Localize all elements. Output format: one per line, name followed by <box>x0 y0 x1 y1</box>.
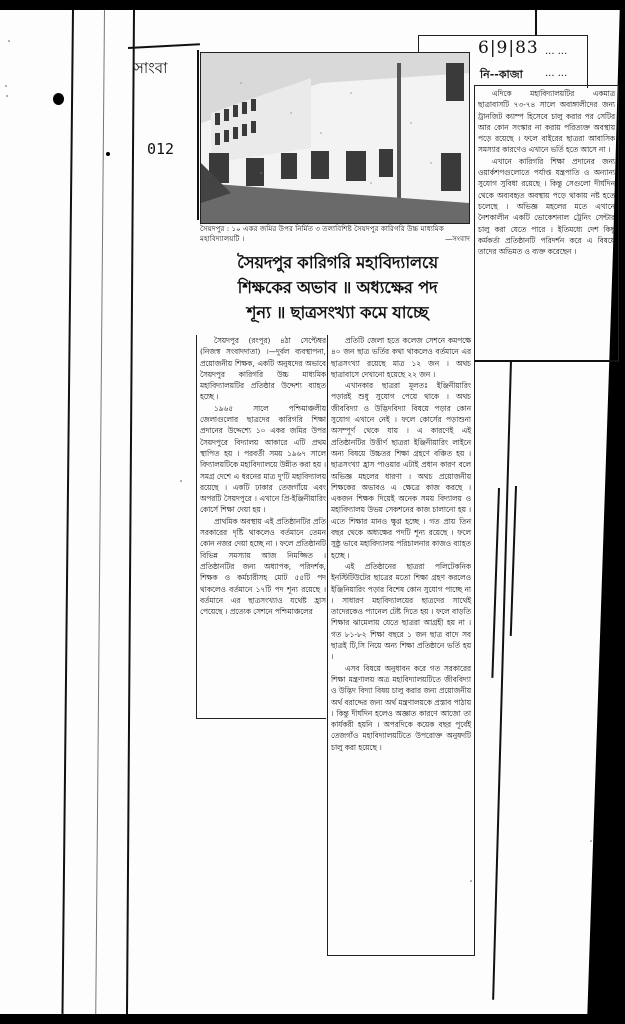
handwritten-source: নি--কাজা <box>480 68 523 81</box>
scan-speck <box>6 95 8 97</box>
photo-caption <box>200 224 470 244</box>
headline-line-3: শূন্য ॥ ছাত্রসংখ্যা কমে যাচ্ছে <box>246 303 429 322</box>
paragraph: এই প্রতিষ্ঠানের ছাত্ররা পলিটেকনিক ইনস্টিটিউটের ছাত্রের মতো শিক্ষা গ্রহণ করলেও ইঞ্জিনিয়ারিং পড়ার বিশেষ কোন সুযোগ পাচ্ছে না । সাধারণ মহাবিদ্যালয়ের ছাত্রদের সাথেই তাদেরকেও প্যানেল টেষ্ট দিতে হয় । ফলে বাড়তি শিক্ষার ঝামেলায় যেতে ছাত্ররা আগ্রহী হয় না । গত ৮১-৮২ শিক্ষা বছরে ১ জন ছাত্র বাদে সব ছাত্রই টি,সি নিয়ে অন্য শিক্ষা প্রতিষ্ঠানে ভর্তি হয় । <box>331 561 471 662</box>
margin-rule-5 <box>491 488 500 678</box>
margin-box-rule <box>197 50 199 220</box>
paragraph: এখানকার ছাত্ররা মূলতঃ ইঞ্জিনীয়ারিং পড়ারই শুধু সুযোগ পেয়ে থাকে । অথচ জীববিদ্যা ও উদ্ভিদবিদ্যা বিষয়ে পড়ার কোন সুযোগ এখানে নেই । ফলে কোর্সের পড়াশুনা অসম্পূর্ণ থেকে যায় । এ কারণেই এই প্রতিষ্ঠানটির উত্তীর্ণ ছাত্ররা ইঞ্জিনীয়ারিং লাইনে অন্য বিষয়ে উচ্চতর শিক্ষা গ্রহণে বঞ্চিত হয় । ছাত্রসংখ্যা হ্রাস পাওয়ার এটাই প্রধান কারণ বলে অভিজ্ঞ মহলের ধারণা । অথচ প্রয়োজনীয় শিক্ষকের অভাবও এ ক্ষেত্রে কাজ করছে । একজন শিক্ষক দিয়েই অনেক সময় বিদ্যালয় ও মহাবিদ্যালয় উভয় সেকশনের কাজ চালানো হয় । এতে শিক্ষার মানও ক্ষুণ্ণ হচ্ছে । গত প্রায় তিন বছর থেকে অধ্যক্ষের পদটি শূন্য রয়েছে । ফলে সুষ্ঠু ভাবে মহাবিদ্যালয় পরিচালনার কাজও ব্যাহত হচ্ছে । <box>331 381 471 560</box>
scan-speck <box>590 840 592 842</box>
margin-rule-2 <box>95 10 105 1014</box>
paragraph: এখানে কারিগরি শিক্ষা প্রদানের জন্য ওয়ার্কশপগুলোতে পর্যাপ্ত যন্ত্রপাতি ও অন্যান্য সুযোগ সুবিধা রয়েছে । কিন্তু সেগুলো দীর্ঘদিন থেকে অব্যবহৃত অবস্থায় পড়ে থাকায় নষ্ট হতে চলেছে । অভিজ্ঞ মহলের মতে এখানে নৈশকালীন একটি ভোকেশনাল ট্রেনিং সেন্টার চালু করা যেতে পারে । ইতিমধ্যে দেশ কিছু কর্মকর্তা প্রতিষ্ঠানটি পরিদর্শন করে এ বিষয়ে তাদের অভিমত ও ব্যক্ত করেছেন । <box>478 156 615 257</box>
handwritten-date: 6|9|83 <box>478 38 539 58</box>
source-field-dots: ... ... <box>545 68 568 79</box>
paragraph: এদিকে মহাবিদ্যালয়টির একমাত্র ছাত্রাবাসটি ৭৩-৭৪ সালে অবাঙ্গালীদের জন্য ট্রানজিট ক্যাম্প হিসেবে চালু করার পর সেটির আর কোন সংস্কার না করায় পরিত্যক্ত অবস্থায় পড়ে রয়েছে । ফলে বাইরের ছাত্ররা আবাসিক সমস্যার কারণেও এখানে ভর্তি হতে আসে না । <box>478 89 615 155</box>
scan-bottom-edge <box>0 1014 625 1024</box>
article-column-2 <box>327 335 475 956</box>
page-number: 012 <box>147 140 175 158</box>
headline-line-2: শিক্ষকের অভাব ॥ অধ্যক্ষের পদ <box>237 278 438 297</box>
scan-speck <box>180 480 182 482</box>
scan-speck <box>470 880 472 882</box>
caption-text: সৈয়দপুর : ১০ একর জমির উপর নির্মিত ৩ তলাবিশিষ্ট সৈয়দপুর কারিগরি উচ্চ মাধ্যমিক মহাবিদ্যালয়টি । <box>200 224 444 243</box>
margin-rule-7 <box>535 10 537 35</box>
scan-speck <box>8 40 10 42</box>
paragraph: এসব বিষয়ে অনুধাবন করে গত সরকারের শিক্ষা মন্ত্রণালয় অত্র মহাবিদ্যালয়টিতে জীববিদ্যা ও উদ্ভিদ বিদ্যা বিষয় চালু করার জন্য প্রয়োজনীয় অর্থ বরাদ্দের জন্য অর্থ মন্ত্রণালয়কে প্রস্তাব পাঠায় । কিন্তু দীর্ঘদিন হলেও অজ্ঞাত কারণে আজো তা কার্যকরী হয়নি । অপরদিকে কয়েক বছর পূর্বেই তেজগাঁও মহাবিদ্যালয়টিতে উপরোক্ত অনুষদটি চালু করা হয়েছে । <box>331 663 471 752</box>
paragraph: প্রতিটি জেলা হতে কলেজ সেশনে কমপক্ষে ৪০ জন ছাত্র ভর্তির কথা থাকলেও বর্তমানে এর ছাত্রসংখ্যা রয়েছে মাত্র ১২ জন । অথচ ছাত্রাবাসে দেখানো হয়েছে ২২ জন । <box>331 336 471 379</box>
article-headline <box>205 250 470 325</box>
date-field-dots: ... ... <box>545 46 568 57</box>
paragraph: প্রাথমিক অবস্থায় এই প্রতিষ্ঠানটির প্রতি সরকারের দৃষ্টি থাকলেও বর্তমানে তেমন কোন নজর দেয়া হচ্ছে না । ফলে প্রতিষ্ঠানটি বিভিন্ন সমস্যায় আজ নিমজ্জিত । প্রতিষ্ঠানটির জন্য অধ্যাপক, পরিদর্শক, শিক্ষক ও কর্মচারীসহ মোট ৫৫টি পদ থাকলেও বর্তমানে ১৭টি পদ শূন্য রয়েছে । বর্তমানে এর ছাত্রসংখ্যাও যথেষ্ট হ্রাস পেয়েছে । প্রত্যেক সেশনে পশ্চিমাঞ্চলের <box>200 516 326 617</box>
scan-top-edge <box>0 0 625 10</box>
margin-rule-1 <box>61 10 74 1014</box>
college-building-image <box>201 53 469 223</box>
scan-speck <box>5 85 7 87</box>
header-rule <box>128 43 200 48</box>
punch-hole-mark <box>53 93 64 105</box>
article-column-1 <box>196 335 326 719</box>
margin-rule-3 <box>126 10 135 1014</box>
margin-rule-6 <box>510 486 517 636</box>
paragraph: সৈয়দপুর (রংপুর) ৪ঠা সেপ্টেম্বর (নিজস্ব সংবাদদাতা) ।—দুর্বল ব্যবস্থাপনা, প্রয়োজনীয় শিক্ষক, একটি অনুষদের অভাবে সৈয়দপুর কারিগরি উচ্চ মাধ্যমিক মহাবিদ্যালয়টির প্রতিষ্ঠার উদ্দেশ্য ব্যাহত হচ্ছে । <box>200 336 326 402</box>
paragraph: ১৯৬৫ সালে পশ্চিমাঞ্চলীয় জেলাগুলোর ছাত্রদের কারিগরি শিক্ষা প্রদানের উদ্দেশ্যে ১০ একর জমির উপর সৈয়দপুরে বিদ্যালয় আকারে এটি প্রথম স্থাপিত হয় । পরবর্তী সময় ১৯৬৭ সালে বিদ্যালয়টিকে মহাবিদ্যালয়ে উন্নীত করা হয় । সমগ্র দেশে এ ধরনের মাত্র দু'টি মহাবিদ্যালয় রয়েছে । একটি ঢাকার তেজগাঁয়ে এবং অপরটি সৈয়দপুরে । এখানে প্রি-ইঞ্জিনীয়ারিং কোর্সে শিক্ষা দেয়া হয় । <box>200 403 326 515</box>
handwritten-margin-note: সাংবা <box>134 59 168 77</box>
article-column-3 <box>474 85 619 362</box>
article-photo <box>200 52 470 224</box>
headline-line-1: সৈয়দপুর কারিগরি মহাবিদ্যালয়ে <box>237 253 438 272</box>
margin-rule-4 <box>492 360 512 1000</box>
photo-credit: —সংবাদ <box>445 234 470 243</box>
ink-dot <box>106 152 110 156</box>
